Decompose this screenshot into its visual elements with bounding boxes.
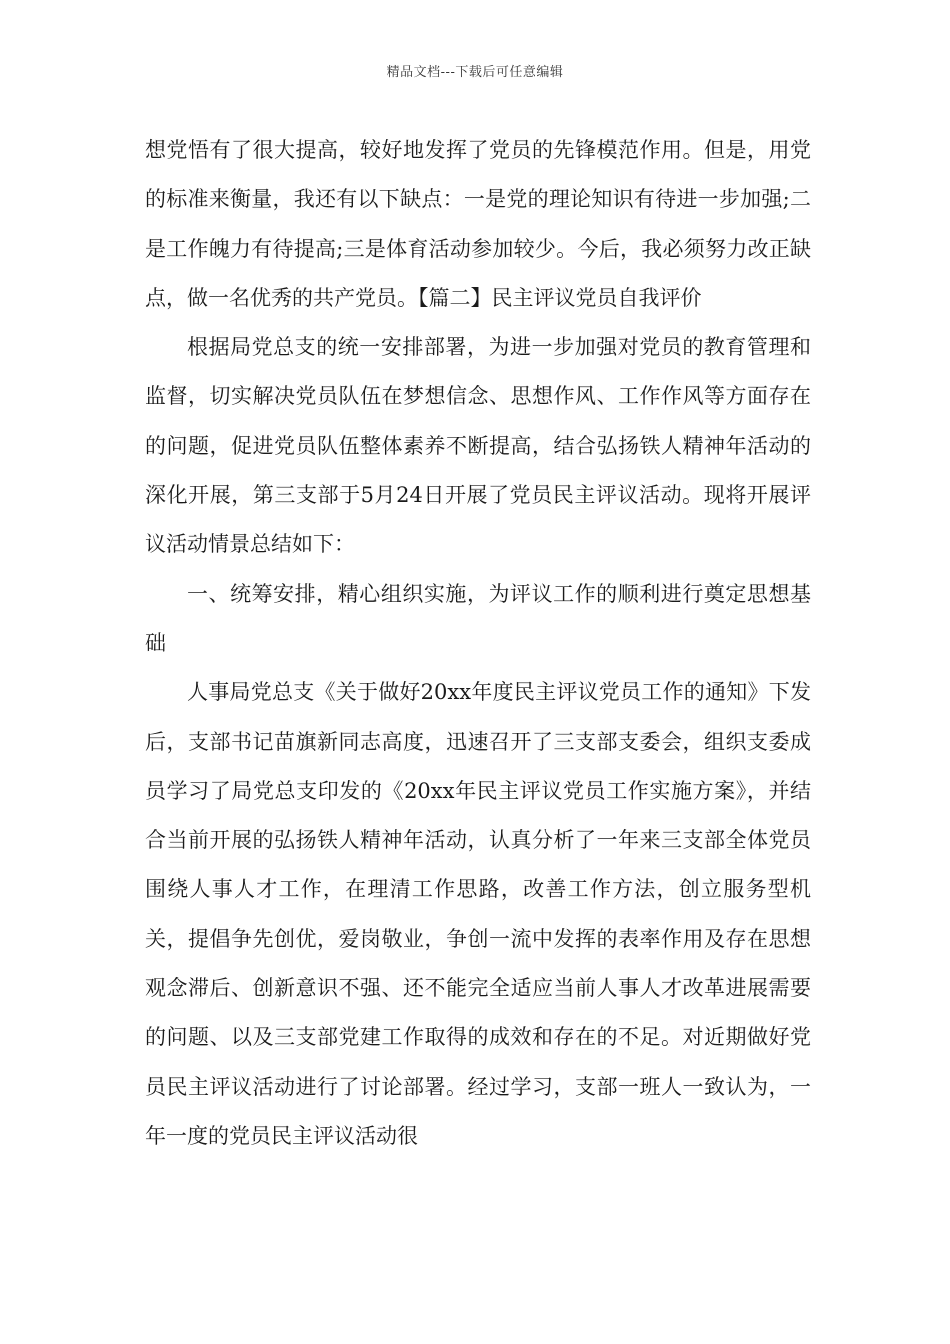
paragraph-section-1: 人事局党总支《关于做好20xx年度民主评议党员工作的通知》下发后，支部书记苗旗新同志高度，迅速召开了三支部支委会，组织支委成员学习了局党总支印发的《20xx年民主评议党员工作实施方案》，并结合当前开展的弘扬铁人精神年活动，认真分析了一年来三支部全体党员围绕人事人才工作，在理清工作思路，改善工作方法，创立服务型机关，提倡争先创优，爱岗敬业，争创一流中发挥的表率作用及存在思想观念滞后、创新意识不强、还不能完全适应当前人事人才改革进展需要的问题、以及三支部党建工作取得的成效和存在的不足。对近期做好党员民主评议活动进行了讨论部署。经过学习，支部一班人一致认为，一年一度的党员民主评议活动很 bbox=[145, 680, 811, 1148]
section-heading-1: 一、统筹安排，精心组织实施，为评议工作的顺利进行奠定思想基础 bbox=[145, 581, 811, 655]
page-header: 精品文档---下载后可任意编辑 bbox=[386, 65, 564, 80]
paragraph-continuation: 想党悟有了很大提高，较好地发挥了党员的先锋模范作用。但是，用党的标准来衡量，我还有以下缺点：一是党的理论知识有待进一步加强;二是工作魄力有待提高;三是体育活动参加较少。今后，我必须努力改正缺点，做一名优秀的共产党员。【篇二】民主评议党员自我评价 bbox=[145, 138, 811, 310]
document-body bbox=[145, 126, 811, 1161]
paragraph-intro: 根据局党总支的统一安排部署，为进一步加强对党员的教育管理和监督，切实解决党员队伍在梦想信念、思想作风、工作作风等方面存在的问题，促进党员队伍整体素养不断提高，结合弘扬铁人精神年活动的深化开展，第三支部于5月24日开展了党员民主评议活动。现将开展评议活动情景总结如下： bbox=[145, 335, 811, 557]
